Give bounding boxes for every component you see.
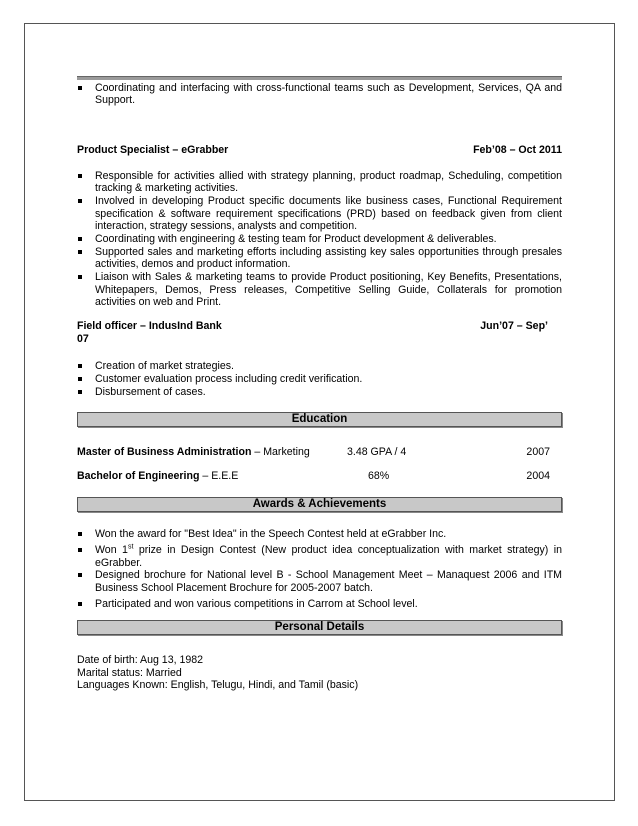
languages-known: Languages Known: English, Telugu, Hindi, and Tamil (basic) bbox=[77, 679, 359, 691]
degree-year: 2004 bbox=[526, 470, 550, 482]
date-of-birth: Date of birth: Aug 13, 1982 bbox=[77, 654, 204, 666]
ordinal-suffix: st bbox=[127, 543, 134, 551]
job-title: Field officer – IndusInd Bank bbox=[77, 320, 222, 332]
degree-spec: – Marketing bbox=[251, 446, 310, 458]
job-title: Product Specialist – eGrabber bbox=[77, 144, 229, 156]
list-item: Won the award for "Best Idea" in the Speech Contest held at eGrabber Inc. bbox=[77, 528, 562, 540]
list-item: Designed brochure for National level B - School Management Meet – Manaquest 2006 and ITM Business School Placement Brochure for 2005-2007 batch. bbox=[77, 569, 562, 594]
section-heading-awards: Awards & Achievements bbox=[77, 497, 562, 512]
degree-grade: 3.48 GPA / 4 bbox=[347, 446, 407, 458]
education-row bbox=[77, 470, 562, 483]
job-date: Feb’08 – Oct 2011 bbox=[473, 144, 562, 156]
award-text: Won 1 bbox=[95, 544, 128, 557]
top-divider bbox=[77, 76, 562, 80]
degree-name: Master of Business Administration bbox=[77, 446, 252, 458]
list-item: Coordinating and interfacing with cross-functional teams such as Development, Services, QA and Support. bbox=[77, 82, 562, 107]
job-bullets bbox=[77, 360, 562, 399]
education-row bbox=[77, 446, 562, 459]
list-item: Responsible for activities allied with strategy planning, product roadmap, Scheduling, competition tracking & marketing activities. bbox=[77, 170, 562, 195]
list-item: Creation of market strategies. bbox=[77, 360, 562, 372]
list-item: Participated and won various competitions in Carrom at School level. bbox=[77, 598, 562, 610]
award-text: prize in Design Contest (New product idea conceptualization with market strategy) in eGrabber. bbox=[95, 544, 562, 569]
degree-spec: – E.E.E bbox=[199, 470, 239, 482]
job-date-continued: 07 bbox=[77, 333, 89, 345]
personal-details bbox=[77, 654, 358, 692]
list-item bbox=[77, 544, 562, 569]
job-date: Jun’07 – Sep’ bbox=[480, 320, 548, 332]
intro-list bbox=[77, 82, 562, 107]
section-heading-personal: Personal Details bbox=[77, 620, 562, 635]
list-item: Disbursement of cases. bbox=[77, 386, 562, 398]
job-header bbox=[77, 144, 562, 157]
section-heading-education: Education bbox=[77, 412, 562, 427]
list-item: Coordinating with engineering & testing team for Product development & deliverables. bbox=[77, 233, 562, 245]
job-bullets bbox=[77, 170, 562, 309]
job-header bbox=[77, 320, 562, 346]
list-item: Supported sales and marketing efforts including assisting key sales opportunities through presales activities, demos and product information. bbox=[77, 246, 562, 271]
list-item: Involved in developing Product specific documents like business cases, Functional Requirement specification & software requirement specifications (PRD) based on feedback given from client interaction, strategy sessions, analysts and competition. bbox=[77, 195, 562, 232]
marital-status: Marital status: Married bbox=[77, 666, 182, 679]
degree-name: Bachelor of Engineering bbox=[77, 470, 200, 482]
awards-list bbox=[77, 528, 562, 611]
list-item: Customer evaluation process including credit verification. bbox=[77, 373, 562, 385]
degree-year: 2007 bbox=[526, 446, 550, 458]
degree-grade: 68% bbox=[368, 470, 390, 482]
list-item: Liaison with Sales & marketing teams to provide Product positioning, Key Benefits, Presentations, Whitepapers, Demos, Press releases, Competitive Selling Guide, Collaterals for promotion activities on web and Print. bbox=[77, 271, 562, 308]
